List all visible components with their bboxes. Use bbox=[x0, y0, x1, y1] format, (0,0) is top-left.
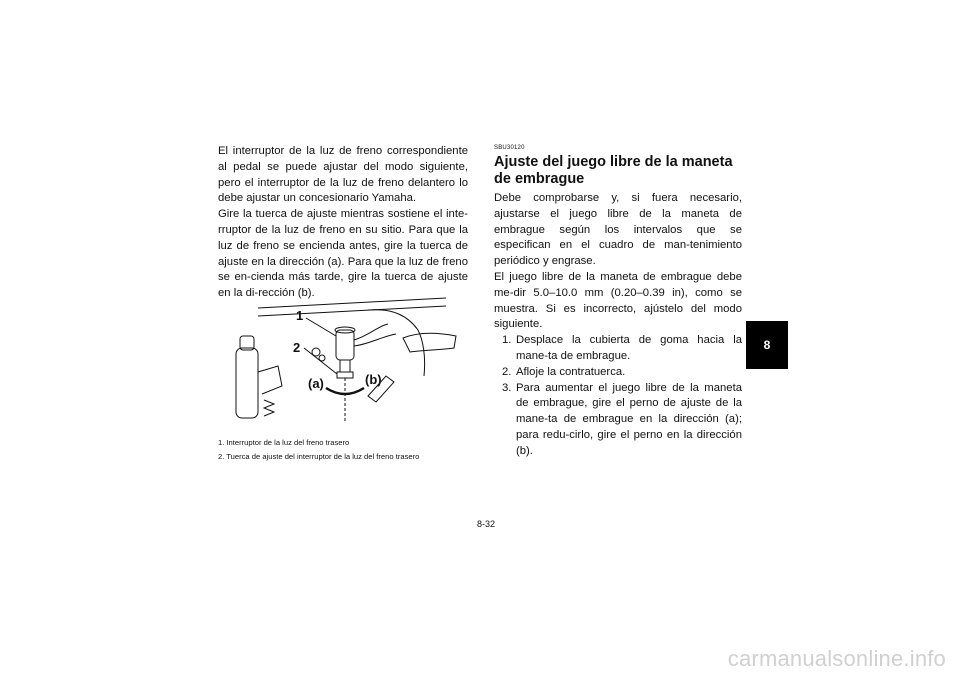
step-number: 3. bbox=[502, 381, 512, 394]
step-item bbox=[494, 381, 742, 460]
step-number: 2. bbox=[502, 365, 512, 378]
pedal-arm bbox=[403, 333, 456, 352]
fig-label-1: 1 bbox=[296, 308, 304, 323]
frame-curve bbox=[368, 310, 425, 376]
left-column bbox=[218, 144, 468, 302]
chapter-tab: 8 bbox=[746, 321, 788, 369]
figure-captions bbox=[218, 436, 478, 463]
switch-neck bbox=[340, 360, 350, 372]
clutch-paragraph-2: El juego libre de la maneta de embrague debe me-dir 5.0–10.0 mm (0.20–0.39 in), como se muestra. Si es incorrecto, ajústelo del modo siguiente. bbox=[494, 270, 742, 331]
caption-2: 2. Tuerca de ajuste del interruptor de la luz del freno trasero bbox=[218, 451, 420, 461]
adjust-nut bbox=[337, 372, 353, 378]
right-column bbox=[494, 144, 742, 460]
brake-switch-illustration bbox=[218, 296, 468, 430]
section-heading: Ajuste del juego libre de la maneta de embrague bbox=[494, 154, 733, 187]
fig-label-a: (a) bbox=[308, 376, 324, 391]
shock-body bbox=[236, 348, 258, 418]
step-text: Para aumentar el juego libre de la maneta de embrague, gire el perno de ajuste de la mane-ta de embrague en la dirección (a); para redu-cirlo, gire el perno en la dirección (b). bbox=[516, 381, 742, 457]
watermark: carmanualsonline.info bbox=[727, 646, 946, 671]
clutch-paragraph-1: Debe comprobarse y, si fuera necesario, ajustarse el juego libre de la maneta de embrague según los intervalos que se especifican en el cuadro de man-tenimiento periódico y engrase. bbox=[494, 192, 742, 268]
leader-line-2 bbox=[304, 348, 337, 374]
step-item bbox=[494, 365, 742, 381]
adjust-paragraph: Gire la tuerca de ajuste mientras sostiene el inte-rruptor de la luz de freno en su sitio. Para que la luz de freno se encienda antes, gire la tuerca de ajuste en la dirección (a). Para que la luz de freno se en-cienda más tarde, gire la tuerca de ajuste en la di-rección (b). bbox=[218, 208, 468, 300]
frame-tube-upper bbox=[258, 298, 446, 308]
wire-2 bbox=[354, 334, 396, 346]
fig-label-2: 2 bbox=[293, 340, 301, 355]
intro-paragraph: El interruptor de la luz de freno correspondiente al pedal se puede ajustar del modo siguiente, pero el interruptor de la luz de freno delantero lo debe ajustar un concesionario Yamaha. bbox=[218, 145, 468, 205]
shock-spring bbox=[264, 400, 274, 416]
steps-list bbox=[494, 333, 742, 459]
step-number: 1. bbox=[502, 334, 512, 347]
step-text: Afloje la contratuerca. bbox=[516, 365, 626, 378]
step-text: Desplace la cubierta de goma hacia la mane-ta de embrague. bbox=[516, 334, 742, 362]
section-code: SBU30120 bbox=[494, 145, 525, 151]
step-item bbox=[494, 333, 742, 365]
page-number: 8-32 bbox=[476, 519, 495, 529]
shock-mount bbox=[258, 366, 282, 394]
leader-line-1 bbox=[306, 318, 336, 336]
switch-body bbox=[336, 330, 354, 360]
brake-switch-drawing bbox=[218, 296, 468, 430]
frame-tube-lower bbox=[258, 306, 446, 316]
fig-label-b: (b) bbox=[365, 372, 382, 387]
caption-1: 1. Interruptor de la luz del freno trasero bbox=[218, 438, 350, 447]
